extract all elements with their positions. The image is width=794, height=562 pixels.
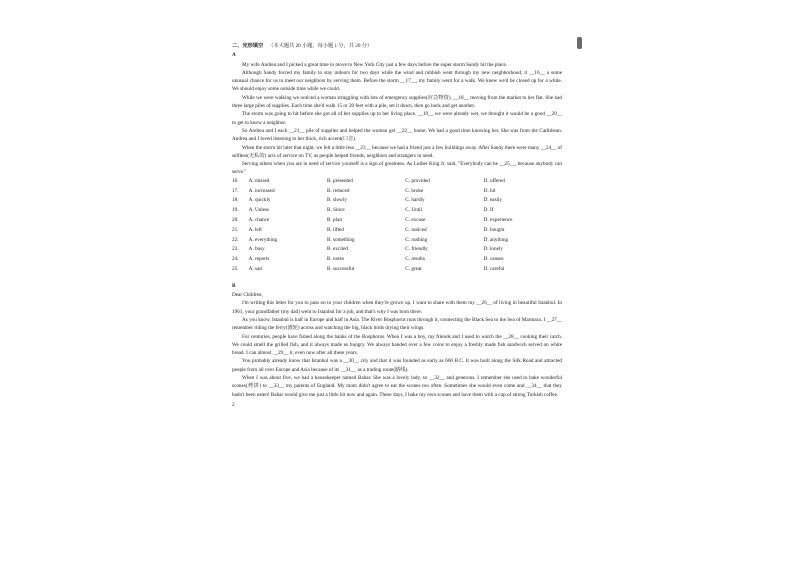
question-number: 18. [232, 197, 239, 204]
option-d: D. anything [483, 236, 509, 243]
option-a: A. everything [248, 236, 278, 243]
option-b: B. reduced [326, 187, 350, 194]
option-d: D. If [483, 207, 494, 214]
option-d: D. causes [483, 256, 504, 263]
option-d: D. easily [483, 197, 503, 204]
passage-b-paragraph: When I was about five, we had a housekeeper named Bahar. She was a lovely lady, so __32__ and generous. I remember she used to bake wonderful scones(烤饼) to __33__ my parents of England. My mom didn't agree to eat the scones too often. Sometimes she would even come and __34__ that they hadn't been eaten! Bahar would give me just a little bit now and again. These days, I bake my own scones and have them with a cup of strong Turkish coffee. [232, 374, 562, 398]
option-d: D. experience [483, 216, 513, 223]
option-row [232, 265, 562, 275]
option-b: B. plan [326, 216, 342, 223]
option-row [232, 226, 562, 236]
option-a: A. increased [248, 187, 275, 194]
question-number: 21. [232, 226, 239, 233]
scrollbar-thumb[interactable] [577, 37, 582, 49]
passage-a-label: A [232, 52, 236, 59]
option-c: C. Until [405, 207, 423, 214]
option-d: D. bought [483, 226, 505, 233]
option-b: B. Since [326, 207, 345, 214]
option-b: B. lifted [326, 226, 344, 233]
question-number: 22. [232, 236, 239, 243]
option-d: D. lonely [483, 246, 503, 253]
passage-b-paragraph: You probably already know that Istanbul was a __30__ city and that it was founded as early as 660 B.C. It was built along the Silk Road and attracted people from all over Europe and Asia because of its __31__ as a trading route(路线). [232, 358, 562, 373]
question-number: 20. [232, 216, 239, 223]
option-a: A. sad [248, 265, 262, 272]
option-b: B. presented [326, 177, 353, 184]
section-heading [232, 42, 562, 50]
passage-a-paragraph: My wife Andrea and I picked a great time to move to New York City just a few days before the super storm Sandy hit the place. [242, 61, 508, 68]
page-number: 2 [232, 401, 235, 408]
passage-b-paragraph: For centuries, people have fished along the banks of the Bosphorus. When I was a boy, my friends and I used to watch the __28__ cooking their catch. We could smell the grilled fish, and it always made us hungry. We always handed over a few coins to enjoy a freshly made fish sandwich served on white bread. I can almost __29__ it, even now after all these years. [232, 333, 562, 357]
passage-b-label: B [232, 282, 236, 289]
option-c: C. great [405, 265, 422, 272]
passage-b-paragraph: As you know, Istanbul is half in Europe and half in Asia. The River Bosphorus runs through it, connecting the Black Sea to the Sea of Marmara. I __27__ remember riding the ferry(渡轮) across and watching the big, black birds drying their wings. [232, 316, 562, 332]
option-b: B. excited [326, 246, 348, 253]
question-number: 24. [232, 256, 239, 263]
option-c: C. results [405, 256, 425, 263]
option-a: A. quickly [248, 197, 271, 204]
option-a: A. left [248, 226, 262, 233]
option-c: C. broke [405, 187, 424, 194]
option-a: A. chance [248, 216, 270, 223]
section-title: 二、完形填空 [232, 43, 264, 49]
passage-b-paragraph: I'm writing this letter for you to pass on to your children when they're grown up. I want to share with them my __26__ of living in beautiful Istanbul. In 1961, your grandfather (my dad) went to Istanbul for a job, and that's why I was born there. [232, 300, 562, 315]
passage-a-paragraph: The storm was going to hit before she got all of her supplies up to her living place. __19__ we were already wet, we thought it would be a good __20__ to get to know a neighbor. [232, 111, 562, 126]
passage-a-paragraph: Serving others when you are in need of service yourself is a sign of greatness. As Luther King Jr. said, "Everybody can be __25__, because anybody can serve." [232, 161, 562, 176]
exam-content [232, 42, 562, 409]
option-c: C. friendly [405, 246, 428, 253]
option-c: C. noticed [405, 226, 427, 233]
option-c: C. nothing [405, 236, 428, 243]
option-b: B. notes [326, 256, 344, 263]
option-d: D. offered [483, 177, 505, 184]
option-c: C. hardly [405, 197, 425, 204]
question-number: 25. [232, 265, 239, 272]
option-d: D. hit [483, 187, 496, 194]
question-number: 23. [232, 246, 239, 253]
option-row [232, 196, 562, 206]
question-number: 17. [232, 187, 239, 194]
option-a: A. missed [248, 177, 270, 184]
question-number: 19. [232, 207, 239, 214]
passage-a-paragraph: So Andrea and I each __21__ pile of supplies and helped the woman get __22__ home. We had a good time knowing her. She was from the Caribbean. Andrea and I loved listening to her thick, rich accent(口音). [232, 127, 562, 143]
section-note: （本大题共 20 小题，每小题 1 分，共 20 分） [268, 43, 373, 49]
option-d: D. careful [483, 265, 505, 272]
option-row [232, 206, 562, 216]
passage-a-paragraph: When the storm hit later that night, we felt a little less __23__ because we had a friend just a few buildings away. After Sandy there were many __24__ of selfless(无私的) acts of service on TV, as people helped friends, neighbors and strangers in need. [232, 144, 562, 159]
option-a: A. busy [248, 246, 265, 253]
option-b: B. slowly [326, 197, 347, 204]
option-row [232, 177, 562, 187]
option-row [232, 245, 562, 255]
option-c: C. excuse [405, 216, 426, 223]
option-row [232, 255, 562, 265]
passage-a-paragraph: Although Sandy forced my family to stay indoors for two days while the wind and rubbish went through my new neighborhood, it __16__ a some unusual chance for us to meet our neighbors by serving them. Before the storm __17__, my family went for a walk. We knew we'd be closed up for a while. We should enjoy some outside time while we could. [232, 69, 562, 93]
question-number: 16. [232, 177, 239, 184]
option-b: B. successful [326, 265, 355, 272]
option-b: B. something [326, 236, 355, 243]
option-a: A. reports [248, 256, 270, 263]
option-row [232, 216, 562, 226]
option-row [232, 187, 562, 197]
passage-a-paragraph: While we were walking we noticed a woman struggling with lots of emergency supplies(应急物资). __18__ moving from the market to her flat. She had three large piles of supplies. Each time she'd walk 15 or 20 feet with a pile, set it down, then go back and get another. [232, 94, 562, 110]
letter-greeting: Dear Children, [232, 292, 263, 299]
option-row [232, 236, 562, 246]
option-c: C. provided [405, 177, 430, 184]
option-a: A. Unless [248, 207, 270, 214]
options-table [232, 177, 562, 275]
